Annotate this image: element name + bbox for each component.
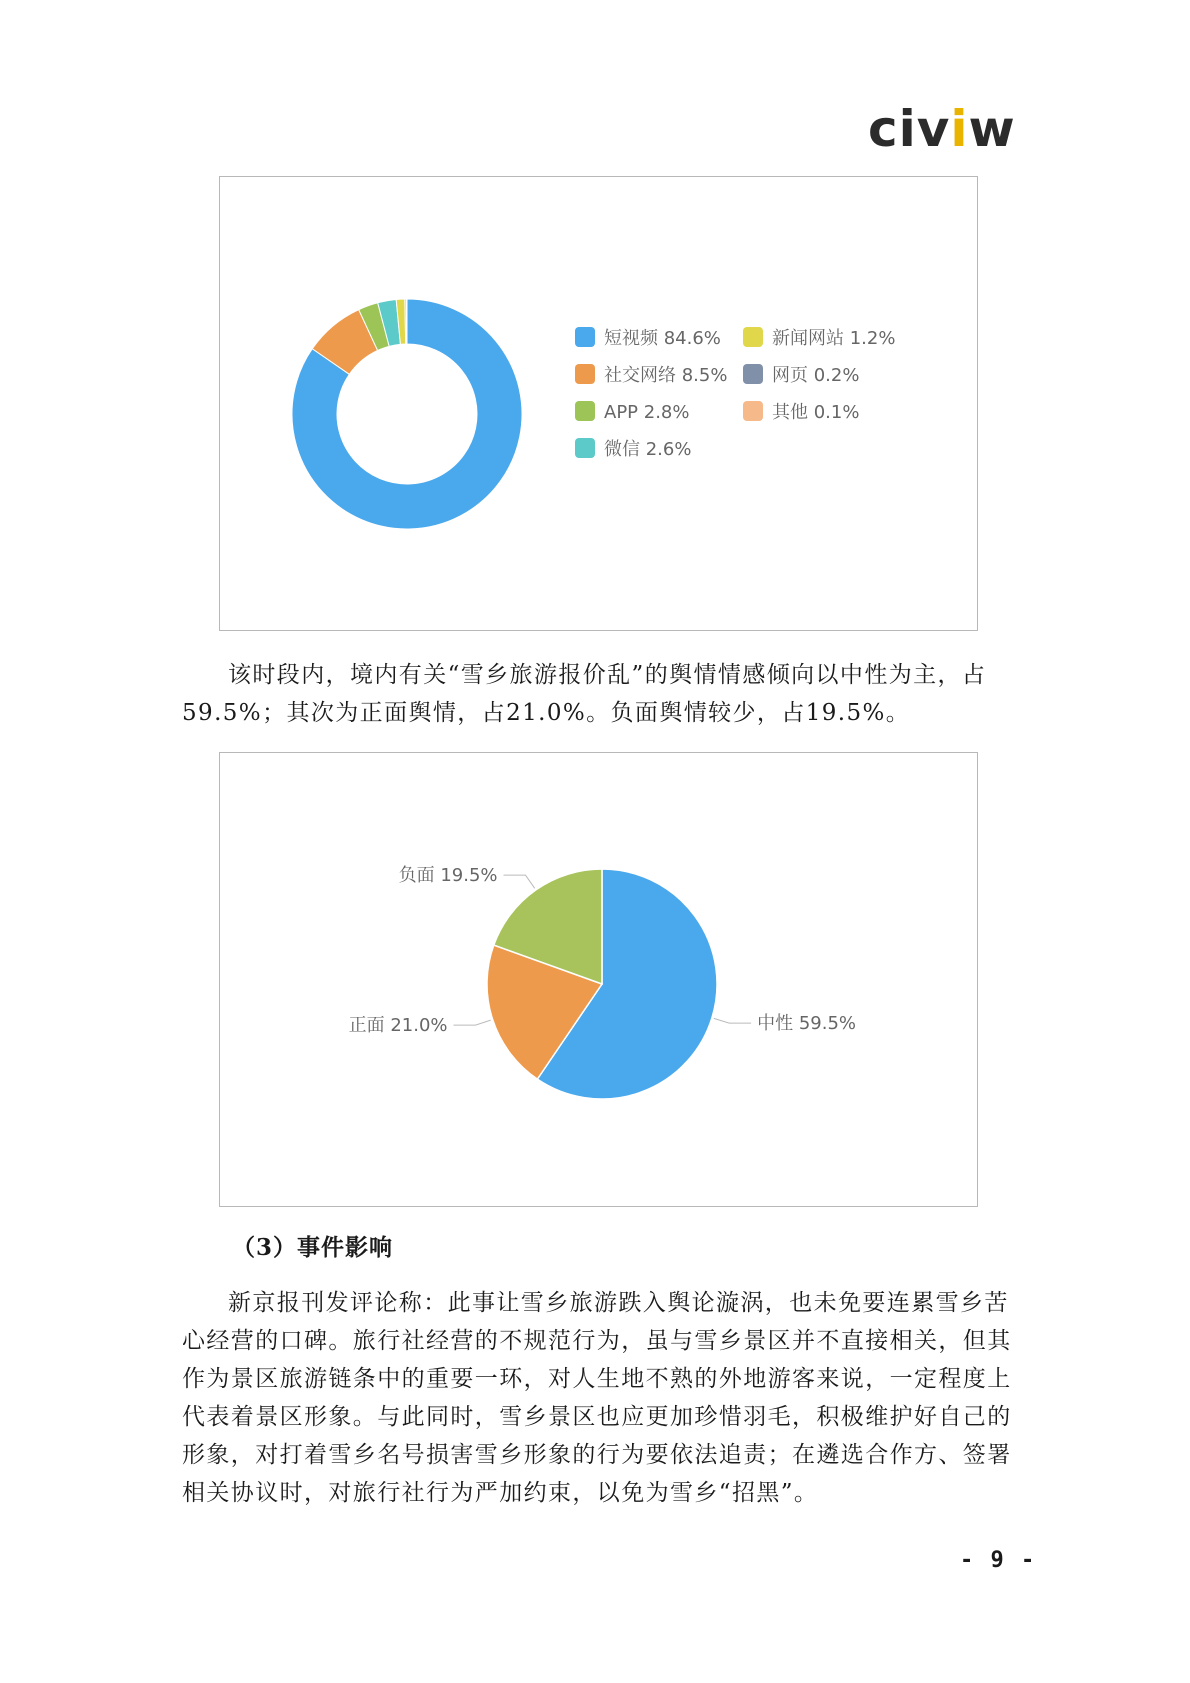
- legend-swatch: [575, 327, 595, 347]
- civiw-logo: [868, 98, 1018, 154]
- pie-label: 负面 19.5%: [398, 865, 498, 887]
- legend-label: 网页 0.2%: [772, 365, 860, 386]
- legend-label: 新闻网站 1.2%: [772, 328, 896, 349]
- legend-swatch: [575, 438, 595, 458]
- legend-swatch: [575, 364, 595, 384]
- section-heading: （3）事件影响: [232, 1234, 394, 1261]
- channel-donut-chart: [220, 177, 979, 632]
- pie-leader-line: [714, 1018, 751, 1023]
- logo-text-accent: i: [950, 100, 969, 154]
- legend-swatch: [743, 401, 763, 421]
- logo-text-main: civ: [868, 100, 951, 154]
- legend-label: 微信 2.6%: [604, 439, 692, 460]
- impact-text: 新京报刊发评论称：此事让雪乡旅游跌入舆论漩涡，也未免要连累雪乡苦心经营的口碑。旅行社经营的不规范行为，虽与雪乡景区并不直接相关，但其作为景区旅游链条中的重要一环，对人生地不熟的外地游客来说，一定程度上代表着景区形象。与此同时，雪乡景区也应更加珍惜羽毛，积极维护好自己的形象，对打着雪乡名号损害雪乡形象的行为要依法追责；在遴选合作方、签署相关协议时，对旅行社行为严加约束，以免为雪乡“招黑”。: [182, 1290, 1012, 1506]
- legend-label: 社交网络 8.5%: [604, 365, 728, 386]
- legend-label: 短视频 84.6%: [604, 328, 721, 349]
- pie-label: 中性 59.5%: [757, 1013, 857, 1035]
- pie-leader-line: [454, 1020, 491, 1025]
- legend-swatch: [575, 401, 595, 421]
- page-number: - 9 -: [960, 1548, 1037, 1573]
- channel-donut-chart-frame: [219, 176, 978, 631]
- pie-leader-line: [504, 875, 535, 888]
- donut-slice-7: [406, 299, 407, 344]
- sentiment-pie-chart: [220, 753, 979, 1208]
- legend-swatch: [743, 364, 763, 384]
- legend-swatch: [743, 327, 763, 347]
- sentiment-pie-chart-frame: [219, 752, 978, 1207]
- logo-text-end: w: [968, 100, 1016, 154]
- civiw-logo-graphic: [868, 98, 1018, 154]
- sentiment-summary-text: 该时段内，境内有关“雪乡旅游报价乱”的舆情情感倾向以中性为主，占59.5%；其次为正面舆情，占21.0%。负面舆情较少，占19.5%。: [182, 662, 987, 726]
- pie-label: 正面 21.0%: [348, 1015, 448, 1037]
- legend-label: 其他 0.1%: [772, 402, 860, 423]
- logo-text: [868, 100, 1016, 154]
- impact-paragraph: [182, 1284, 1014, 1512]
- legend-label: APP 2.8%: [604, 402, 690, 423]
- sentiment-summary-paragraph: [182, 656, 1014, 732]
